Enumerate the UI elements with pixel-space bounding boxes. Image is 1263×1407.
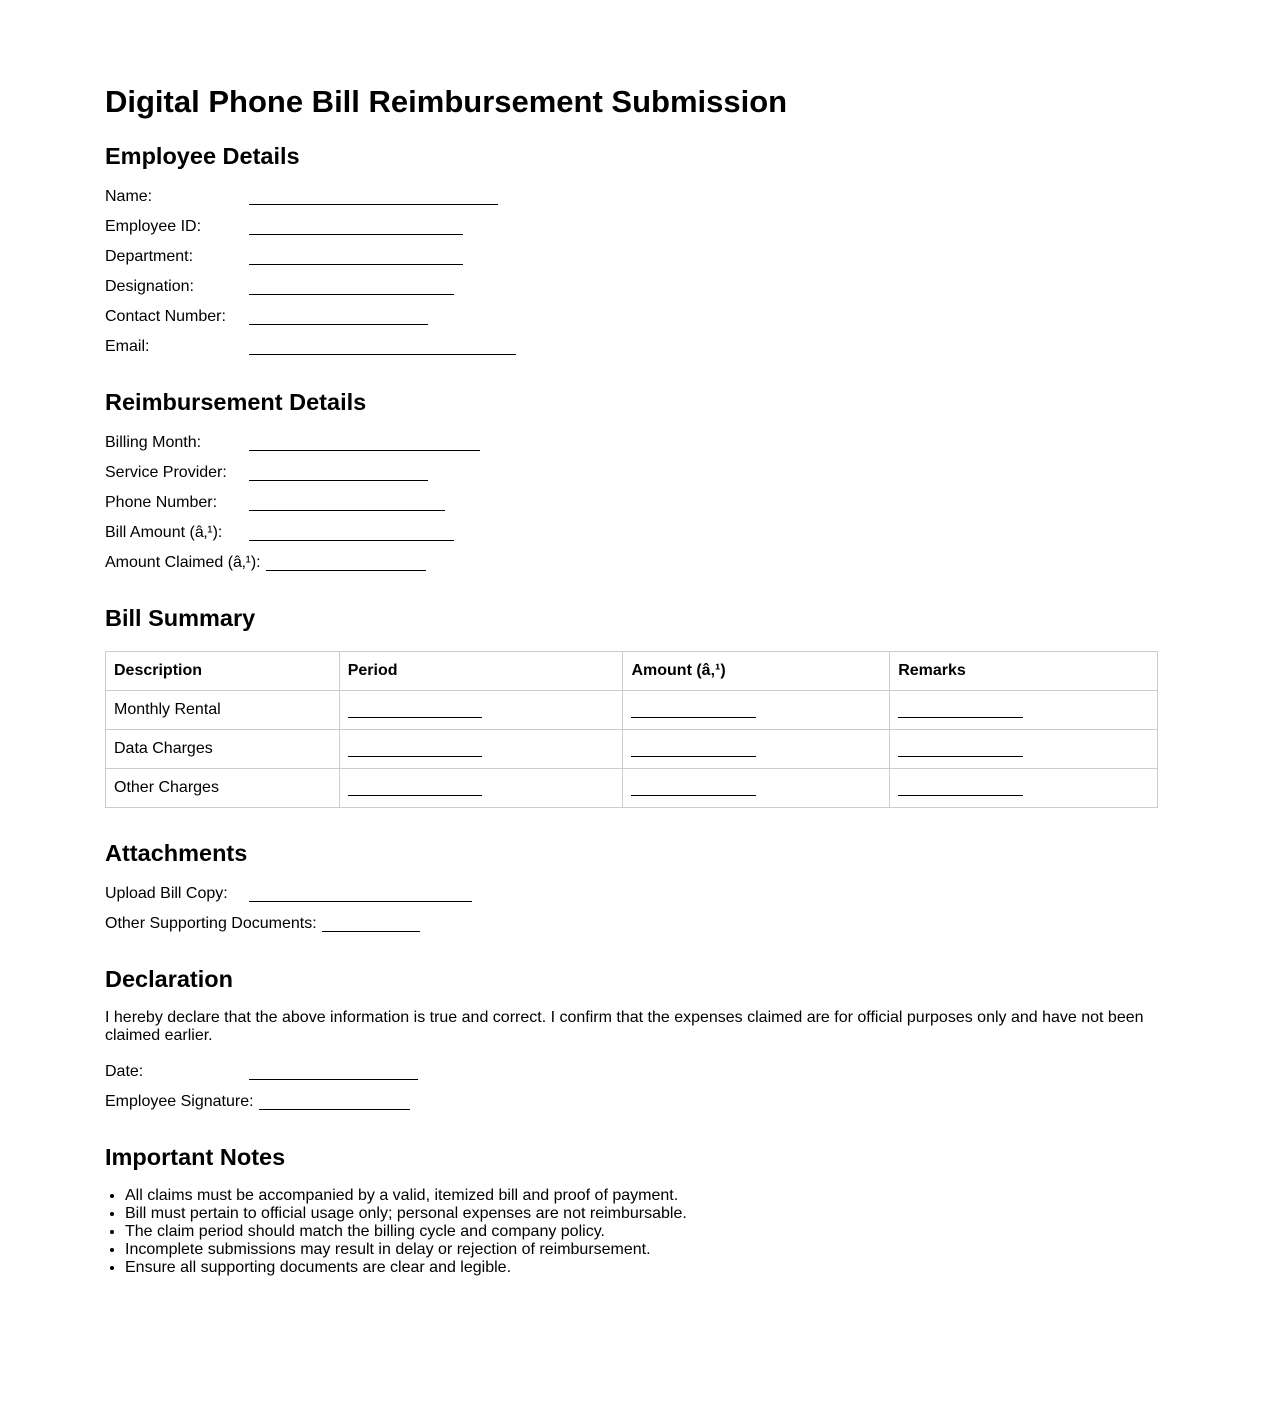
signature-label: Employee Signature: bbox=[105, 1093, 254, 1110]
amount-claimed-label: Amount Claimed (â‚¹): bbox=[105, 554, 261, 571]
upload-bill-copy-field bbox=[105, 883, 1158, 913]
amount-cell bbox=[623, 691, 890, 730]
service-provider-field bbox=[105, 462, 1158, 492]
date-field bbox=[105, 1061, 1158, 1091]
upload-bill-copy-label: Upload Bill Copy: bbox=[105, 885, 228, 902]
designation-label: Designation: bbox=[105, 278, 194, 295]
column-header-remarks: Remarks bbox=[890, 652, 1158, 691]
reimbursement-details-heading: Reimbursement Details bbox=[105, 389, 367, 415]
signature-blank[interactable] bbox=[259, 1095, 410, 1110]
signature-field bbox=[105, 1091, 1158, 1121]
row-description: Other Charges bbox=[106, 769, 340, 808]
service-provider-label: Service Provider: bbox=[105, 464, 227, 481]
period-blank[interactable] bbox=[348, 742, 482, 757]
designation-field bbox=[105, 276, 1158, 306]
employee-id-field bbox=[105, 216, 1158, 246]
table-row bbox=[106, 691, 1158, 730]
name-field bbox=[105, 186, 1158, 216]
amount-blank[interactable] bbox=[631, 742, 756, 757]
amount-claimed-blank[interactable] bbox=[266, 556, 426, 571]
phone-number-label: Phone Number: bbox=[105, 494, 218, 511]
period-blank[interactable] bbox=[348, 781, 482, 796]
billing-month-label: Billing Month: bbox=[105, 434, 202, 451]
attachments-heading: Attachments bbox=[105, 840, 248, 866]
remarks-blank[interactable] bbox=[898, 742, 1023, 757]
department-field bbox=[105, 246, 1158, 276]
column-header-period: Period bbox=[339, 652, 623, 691]
column-header-amount: Amount (â‚¹) bbox=[623, 652, 890, 691]
declaration-heading: Declaration bbox=[105, 966, 233, 992]
amount-cell bbox=[623, 730, 890, 769]
other-documents-label: Other Supporting Documents: bbox=[105, 915, 317, 932]
employee-details-heading: Employee Details bbox=[105, 143, 300, 169]
employee-details-fields bbox=[105, 186, 1158, 366]
department-blank[interactable] bbox=[249, 250, 463, 265]
amount-blank[interactable] bbox=[631, 781, 756, 796]
amount-claimed-field bbox=[105, 552, 1158, 582]
important-notes-list bbox=[105, 1187, 1158, 1277]
service-provider-blank[interactable] bbox=[249, 466, 428, 481]
employee-id-blank[interactable] bbox=[249, 220, 463, 235]
other-documents-blank[interactable] bbox=[322, 917, 420, 932]
declaration-fields bbox=[105, 1061, 1158, 1121]
remarks-cell bbox=[890, 691, 1158, 730]
attachments-fields bbox=[105, 883, 1158, 943]
row-description: Monthly Rental bbox=[106, 691, 340, 730]
remarks-blank[interactable] bbox=[898, 703, 1023, 718]
period-cell bbox=[339, 730, 623, 769]
reimbursement-details-fields bbox=[105, 432, 1158, 582]
amount-cell bbox=[623, 769, 890, 808]
upload-bill-copy-blank[interactable] bbox=[249, 887, 472, 902]
contact-number-blank[interactable] bbox=[249, 310, 428, 325]
contact-number-label: Contact Number: bbox=[105, 308, 226, 325]
date-label: Date: bbox=[105, 1063, 144, 1080]
bill-amount-field bbox=[105, 522, 1158, 552]
billing-month-blank[interactable] bbox=[249, 436, 480, 451]
table-row bbox=[106, 730, 1158, 769]
department-label: Department: bbox=[105, 248, 194, 265]
phone-number-field bbox=[105, 492, 1158, 522]
email-label: Email: bbox=[105, 338, 150, 355]
table-row bbox=[106, 769, 1158, 808]
list-item: • Incomplete submissions may result in delay or rejection of reimbursement. bbox=[125, 1241, 1158, 1259]
email-blank[interactable] bbox=[249, 340, 516, 355]
bill-amount-label: Bill Amount (â‚¹): bbox=[105, 524, 223, 541]
name-label: Name: bbox=[105, 188, 153, 205]
employee-id-label: Employee ID: bbox=[105, 218, 202, 235]
other-documents-field bbox=[105, 913, 1158, 943]
list-item: • The claim period should match the billing cycle and company policy. bbox=[125, 1223, 1158, 1241]
remarks-blank[interactable] bbox=[898, 781, 1023, 796]
amount-blank[interactable] bbox=[631, 703, 756, 718]
list-item: • All claims must be accompanied by a valid, itemized bill and proof of payment. bbox=[125, 1187, 1158, 1205]
remarks-cell bbox=[890, 769, 1158, 808]
period-blank[interactable] bbox=[348, 703, 482, 718]
bill-summary-table bbox=[105, 651, 1158, 808]
billing-month-field bbox=[105, 432, 1158, 462]
column-header-description: Description bbox=[106, 652, 340, 691]
email-field bbox=[105, 336, 1158, 366]
bill-summary-heading: Bill Summary bbox=[105, 605, 256, 631]
remarks-cell bbox=[890, 730, 1158, 769]
designation-blank[interactable] bbox=[249, 280, 454, 295]
phone-number-blank[interactable] bbox=[249, 496, 445, 511]
table-header-row bbox=[106, 652, 1158, 691]
list-item: • Ensure all supporting documents are clear and legible. bbox=[125, 1259, 1158, 1277]
page-title: Digital Phone Bill Reimbursement Submission bbox=[105, 84, 788, 119]
period-cell bbox=[339, 691, 623, 730]
declaration-text: I hereby declare that the above information is true and correct. I confirm that the expenses claimed are for official purposes only and have not been claimed earlier. bbox=[105, 1009, 1144, 1044]
period-cell bbox=[339, 769, 623, 808]
row-description: Data Charges bbox=[106, 730, 340, 769]
contact-number-field bbox=[105, 306, 1158, 336]
name-blank[interactable] bbox=[249, 190, 498, 205]
list-item: • Bill must pertain to official usage only; personal expenses are not reimbursable. bbox=[125, 1205, 1158, 1223]
bill-amount-blank[interactable] bbox=[249, 526, 454, 541]
important-notes-heading: Important Notes bbox=[105, 1144, 286, 1170]
date-blank[interactable] bbox=[249, 1065, 418, 1080]
